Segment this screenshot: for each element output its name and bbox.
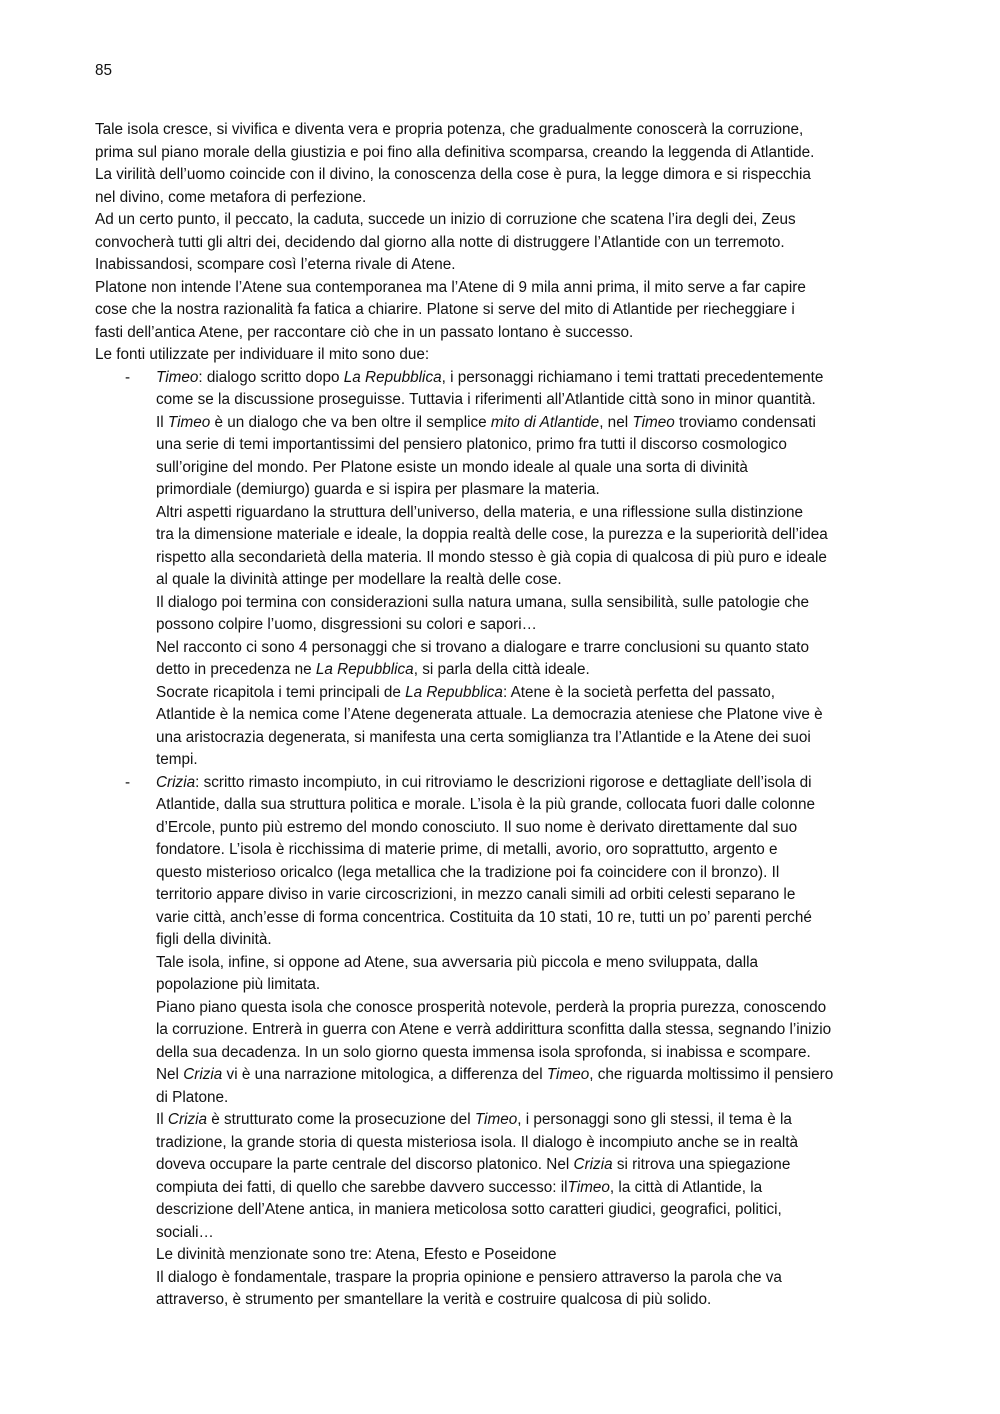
text-span: , nel <box>599 413 633 431</box>
text-span: doveva occupare la parte centrale del discorso platonico. Nel <box>156 1156 574 1173</box>
text-span: : scritto rimasto incompiuto, in cui ritroviamo le descrizioni rigorose e dettagliate dell’isola di <box>195 773 812 791</box>
work-title: La Repubblica <box>343 368 442 386</box>
text-line: Ad un certo punto, il peccato, la caduta, succede un inizio di corruzione che scatena l’ira degli dei, Zeus <box>95 211 796 228</box>
text-line: d’Ercole, punto più estremo del mondo conosciuto. Il suo nome è derivato direttamente dal suo <box>156 818 798 836</box>
text-span: , la città di Atlantide, la <box>609 1178 763 1196</box>
text-line <box>156 412 907 435</box>
work-title: Crizia <box>156 773 196 791</box>
work-title: Crizia <box>167 1111 207 1128</box>
text-line: descrizione dell’Atene antica, in maniera meticolosa sotto caratteri giudici, geografici, politici, <box>156 1201 782 1218</box>
work-title: Timeo <box>567 1178 610 1196</box>
text-line: tradizione, la grande storia di questa misteriosa isola. Il dialogo è incompiuto anche se in realtà <box>156 1133 798 1151</box>
emphasis: mito di Atlantide <box>490 413 600 431</box>
text-line: questo misterioso oricalco (lega metallica che la tradizione poi fa coincidere con il bronzo). Il <box>156 863 780 881</box>
work-title: Timeo <box>167 413 211 431</box>
text-line: Atlantide, dalla sua struttura politica e morale. L’isola è la più grande, collocata fuori dalle colonne <box>156 796 816 813</box>
text-span: si ritrova una spiegazione <box>612 1156 791 1173</box>
text-span: vi è una narrazione mitologica, a differenza del <box>222 1066 547 1083</box>
text-line <box>156 1064 907 1087</box>
text-line <box>156 659 907 682</box>
text-line: una serie di temi importantissimi del pensiero platonico, primo fra tutti il discorso cosmologico <box>156 436 787 453</box>
text-line: nel divino, come metafora di perfezione. <box>95 188 367 206</box>
text-line: Nel racconto ci sono 4 personaggi che si trovano a dialogare e trarre conclusioni su quanto stato <box>156 638 810 656</box>
intro-paragraph <box>95 119 907 367</box>
text-line <box>156 1109 907 1132</box>
text-line: cose che la nostra razionalità fa fatica a chiarire. Platone si serve del mito di Atlantide per riecheggiare i <box>95 301 795 318</box>
text-line <box>156 367 907 390</box>
text-line: della sua decadenza. In un solo giorno questa immensa isola sprofonda, si inabissa e scompare. <box>156 1043 811 1061</box>
text-span: , si parla della città ideale. <box>413 661 590 678</box>
text-span: Il <box>156 1111 168 1128</box>
text-line: fasti dell’antica Atene, per raccontare ciò che in un passato lontano è successo. <box>95 323 634 341</box>
work-title: Crizia <box>573 1156 613 1173</box>
text-line <box>156 1177 907 1200</box>
text-line: Piano piano questa isola che conosce prosperità notevole, perderà la propria purezza, conoscendo <box>156 998 827 1016</box>
text-line: possono colpire l’uomo, disgressioni su colori e sapori… <box>156 616 537 633</box>
text-line: come se la discussione proseguisse. Tuttavia i riferimenti all’Atlantide città sono in minor quantità. <box>156 391 816 408</box>
text-line: popolazione più limitata. <box>156 976 321 993</box>
work-title: Crizia <box>183 1066 223 1083</box>
text-line: di Platone. <box>156 1088 229 1106</box>
text-span: è strutturato come la prosecuzione del <box>207 1111 475 1128</box>
text-span: è un dialogo che va ben oltre il semplice <box>210 413 491 431</box>
text-line: attraverso, è strumento per smantellare la verità e costruire qualcosa di più solido. <box>156 1291 712 1308</box>
text-span: : dialogo scritto dopo <box>198 368 344 386</box>
text-line: una aristocrazia degenerata, si manifesta una certa somiglianza tra l’Atlantide e la Atene dei suoi <box>156 728 811 746</box>
text-line <box>156 772 907 795</box>
text-line: Il dialogo poi termina con considerazioni sulla natura umana, sulla sensibilità, sulle patologie che <box>156 593 810 611</box>
text-line: La virilità dell’uomo coincide con il divino, la conoscenza della cose è pura, la legge dimora e si rispecchia <box>95 166 811 183</box>
text-line: primordiale (demiurgo) guarda e si ispira per plasmare la materia. <box>156 481 600 498</box>
work-title: Timeo <box>156 368 199 386</box>
list-bullet: - <box>125 368 131 386</box>
text-span: , che riguarda moltissimo il pensiero <box>589 1066 834 1083</box>
text-span: compiuta dei fatti, di quello che sarebbe davvero successo: il <box>156 1178 568 1196</box>
text-line <box>156 1154 907 1177</box>
text-span: : Atene è la società perfetta del passato, <box>502 683 776 701</box>
text-line: figli della divinità. <box>156 931 272 948</box>
page-number: 85 <box>95 62 113 79</box>
text-line: convocherà tutti gli altri dei, decidendo dal giorno alla notte di distruggere l’Atlantide con un terremoto. <box>95 233 785 251</box>
text-line: Inabissandosi, scompare così l’eterna rivale di Atene. <box>95 256 456 273</box>
text-line: al quale la divinità attinge per modellare la realtà delle cose. <box>156 571 562 588</box>
list-item-timeo <box>95 367 907 772</box>
work-title: La Repubblica <box>315 661 414 678</box>
text-span: , i personaggi sono gli stessi, il tema è la <box>517 1111 792 1128</box>
text-line: prima sul piano morale della giustizia e poi fino alla definitiva scomparsa, creando la leggenda di Atlantide. <box>95 143 815 161</box>
text-line: sull’origine del mondo. Per Platone esiste un mondo ideale al quale una sorta di divinità <box>156 458 748 476</box>
text-span: detto in precedenza ne <box>156 661 316 678</box>
text-line: Atlantide è la nemica come l’Atene degenerata attuale. La democrazia ateniese che Platone vive è <box>156 706 823 723</box>
work-title: Timeo <box>474 1111 518 1128</box>
text-span: Nel <box>156 1066 184 1083</box>
text-span: Socrate ricapitola i temi principali de <box>156 683 406 701</box>
text-line: Il dialogo è fondamentale, traspare la propria opinione e pensiero attraverso la parola che va <box>156 1268 782 1286</box>
text-span: troviamo condensati <box>674 413 816 431</box>
text-line: fondatore. L’isola è ricchissima di materie prime, di metalli, avorio, oro soprattutto, argento e <box>156 841 778 858</box>
text-line: Tale isola cresce, si vivifica e diventa vera e propria potenza, che gradualmente conoscerà la corruzione, <box>95 121 804 138</box>
text-line: tempi. <box>156 751 198 768</box>
text-span: Il <box>156 413 168 431</box>
text-line: la corruzione. Entrerà in guerra con Atene e verrà addirittura sconfitta dalla stessa, segnando l’inizio <box>156 1021 832 1038</box>
text-line: varie città, anch’esse di forma concentrica. Costituita da 10 stati, 10 re, tutti un po’ parenti perché <box>156 908 812 926</box>
text-span: , i personaggi richiamano i temi trattati precedentemente <box>441 368 824 386</box>
text-line: tra la dimensione materiale e ideale, la doppia realtà delle cose, la purezza e la superiorità dell’idea <box>156 526 828 543</box>
text-line: rispetto alla secondarietà della materia. Il mondo stesso è già copia di qualcosa di più puro e ideale <box>156 548 827 566</box>
timeo-text <box>156 367 907 772</box>
text-line: Altri aspetti riguardano la struttura dell’universo, della materia, e una riflessione sulla distinzione <box>156 503 804 521</box>
crizia-text <box>156 772 907 1312</box>
list-item-crizia <box>95 772 907 1312</box>
text-line: Le divinità menzionate sono tre: Atena, Efesto e Poseidone <box>156 1246 557 1263</box>
work-title: Timeo <box>632 413 675 431</box>
text-line: territorio appare diviso in varie circoscrizioni, in mezzo canali simili ad orbiti celesti separano le <box>156 886 796 903</box>
work-title: Timeo <box>546 1066 590 1083</box>
work-title: La Repubblica <box>405 683 503 701</box>
text-line: Le fonti utilizzate per individuare il mito sono due: <box>95 346 430 363</box>
text-line: Tale isola, infine, si oppone ad Atene, sua avversaria più piccola e meno sviluppata, dalla <box>156 953 759 971</box>
body-text <box>95 119 907 1312</box>
list-bullet: - <box>125 773 131 791</box>
text-line: sociali… <box>156 1223 214 1241</box>
text-line <box>156 682 907 705</box>
text-line: Platone non intende l’Atene sua contemporanea ma l’Atene di 9 mila anni prima, il mito serve a far capire <box>95 278 806 296</box>
